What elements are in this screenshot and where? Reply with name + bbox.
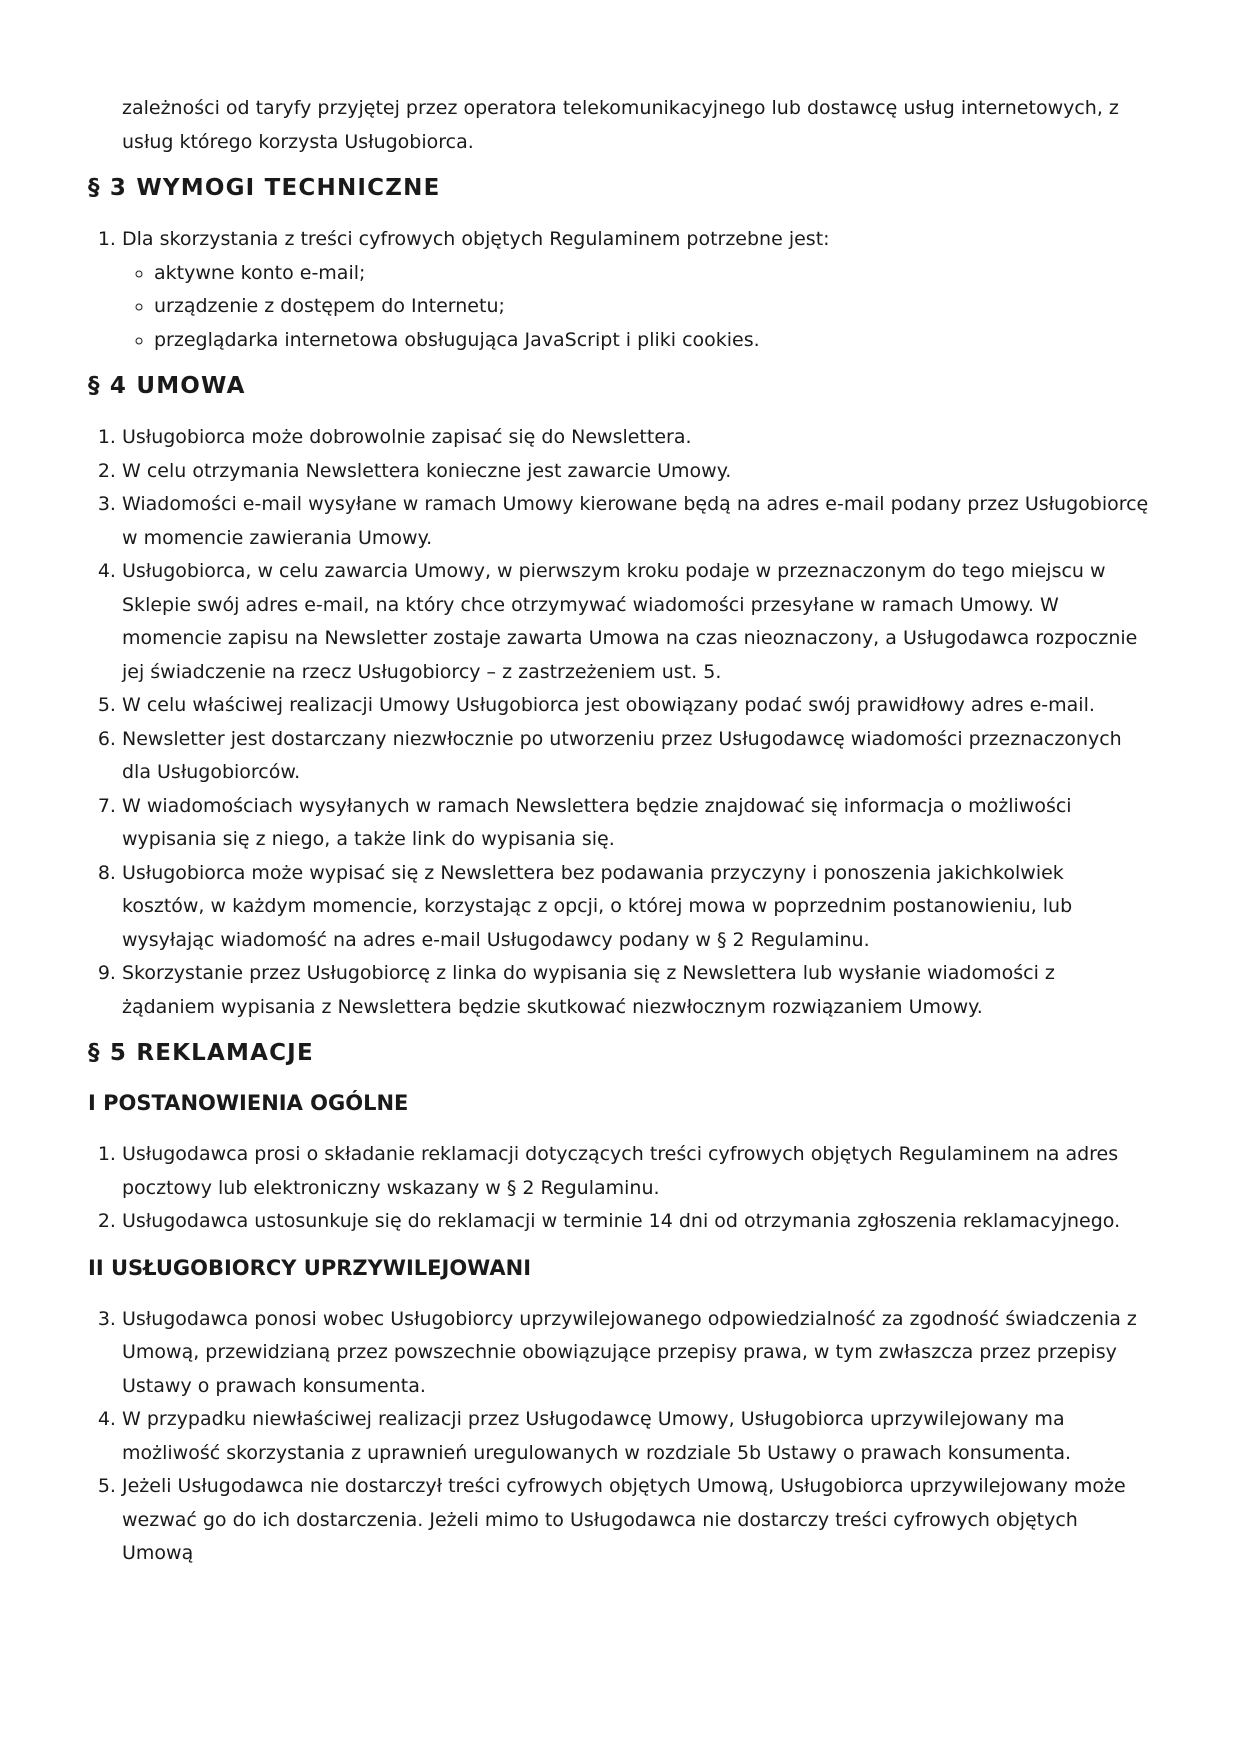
section-heading-3: § 3 WYMOGI TECHNICZNE (88, 175, 441, 201)
section-heading-5: § 5 REKLAMACJE (88, 1040, 314, 1066)
sublist-item: ◦ aktywne konto e-mail; (154, 257, 1152, 291)
list-item: 4. Usługobiorca, w celu zawarcia Umowy, w pierwszym kroku podaje w przeznaczonym do tego miejscu w Sklepie swój adres e-mail, na który chce otrzymywać wiadomości przesyłane w ramach Umowy. W momencie zapisu na Newsletter zostaje zawarta Umowa na czas nieoznaczony, a Usługodawca rozpocznie jej świadczenie na rzecz Usługobiorcy – z zastrzeżeniem ust. 5. (122, 555, 1152, 689)
list-item-text: Dla skorzystania z treści cyfrowych objętych Regulaminem potrzebne jest: (122, 228, 830, 250)
subsection-heading-privileged: II USŁUGOBIORCY UPRZYWILEJOWANI (88, 1255, 532, 1280)
intro-paragraph: zależności od taryfy przyjętej przez operatora telekomunikacyjnego lub dostawcę usług internetowych, z usług którego korzysta Usługobiorca. (122, 97, 1119, 153)
sublist-item: ◦ urządzenie z dostępem do Internetu; (154, 290, 1152, 324)
list-item: 1. Usługobiorca może dobrowolnie zapisać się do Newslettera. (122, 421, 1152, 455)
section-3-list (88, 223, 1152, 357)
document-page (88, 92, 1152, 1571)
subsection-heading-general: I POSTANOWIENIA OGÓLNE (88, 1091, 409, 1115)
list-item: 8. Usługobiorca może wypisać się z Newslettera bez podawania przyczyny i ponoszenia jakichkolwiek kosztów, w każdym momencie, korzystając z opcji, o której mowa w poprzednim postanowieniu, lub wysyłając wiadomość na adres e-mail Usługodawcy podany w § 2 Regulaminu. (122, 857, 1152, 958)
section-5-privileged-list (88, 1303, 1152, 1571)
list-item: 9. Skorzystanie przez Usługobiorcę z linka do wypisania się z Newslettera lub wysłanie wiadomości z żądaniem wypisania z Newslettera będzie skutkować niezwłocznym rozwiązaniem Umowy. (122, 957, 1152, 1024)
list-item: 3. Wiadomości e-mail wysyłane w ramach Umowy kierowane będą na adres e-mail podany przez Usługobiorcę w momencie zawierania Umowy. (122, 488, 1152, 555)
list-item: 2. Usługodawca ustosunkuje się do reklamacji w terminie 14 dni od otrzymania zgłoszenia reklamacyjnego. (122, 1205, 1152, 1239)
list-item: 6. Newsletter jest dostarczany niezwłocznie po utworzeniu przez Usługodawcę wiadomości przeznaczonych dla Usługobiorców. (122, 723, 1152, 790)
list-item: 1. Usługodawca prosi o składanie reklamacji dotyczących treści cyfrowych objętych Regulaminem na adres pocztowy lub elektroniczny wskazany w § 2 Regulaminu. (122, 1138, 1152, 1205)
section-5-general-list (88, 1138, 1152, 1239)
list-item: 5. W celu właściwej realizacji Umowy Usługobiorca jest obowiązany podać swój prawidłowy adres e-mail. (122, 689, 1152, 723)
section-heading-4: § 4 UMOWA (88, 373, 246, 399)
requirements-sublist (122, 257, 1152, 358)
list-item (122, 223, 1152, 357)
sublist-item: ◦ przeglądarka internetowa obsługująca JavaScript i pliki cookies. (154, 324, 1152, 358)
list-item: 2. W celu otrzymania Newslettera konieczne jest zawarcie Umowy. (122, 455, 1152, 489)
list-item: 7. W wiadomościach wysyłanych w ramach Newslettera będzie znajdować się informacja o możliwości wypisania się z niego, a także link do wypisania się. (122, 790, 1152, 857)
section-4-list (88, 421, 1152, 1024)
list-item: 3. Usługodawca ponosi wobec Usługobiorcy uprzywilejowanego odpowiedzialność za zgodność świadczenia z Umową, przewidzianą przez powszechnie obowiązujące przepisy prawa, w tym zwłaszcza przez przepisy Ustawy o prawach konsumenta. (122, 1303, 1152, 1404)
list-item: 5. Jeżeli Usługodawca nie dostarczył treści cyfrowych objętych Umową, Usługobiorca uprzywilejowany może wezwać go do ich dostarczenia. Jeżeli mimo to Usługodawca nie dostarczy treści cyfrowych objętych Umową (122, 1470, 1152, 1571)
list-item: 4. W przypadku niewłaściwej realizacji przez Usługodawcę Umowy, Usługobiorca uprzywilejowany ma możliwość skorzystania z uprawnień uregulowanych w rozdziale 5b Ustawy o prawach konsumenta. (122, 1403, 1152, 1470)
